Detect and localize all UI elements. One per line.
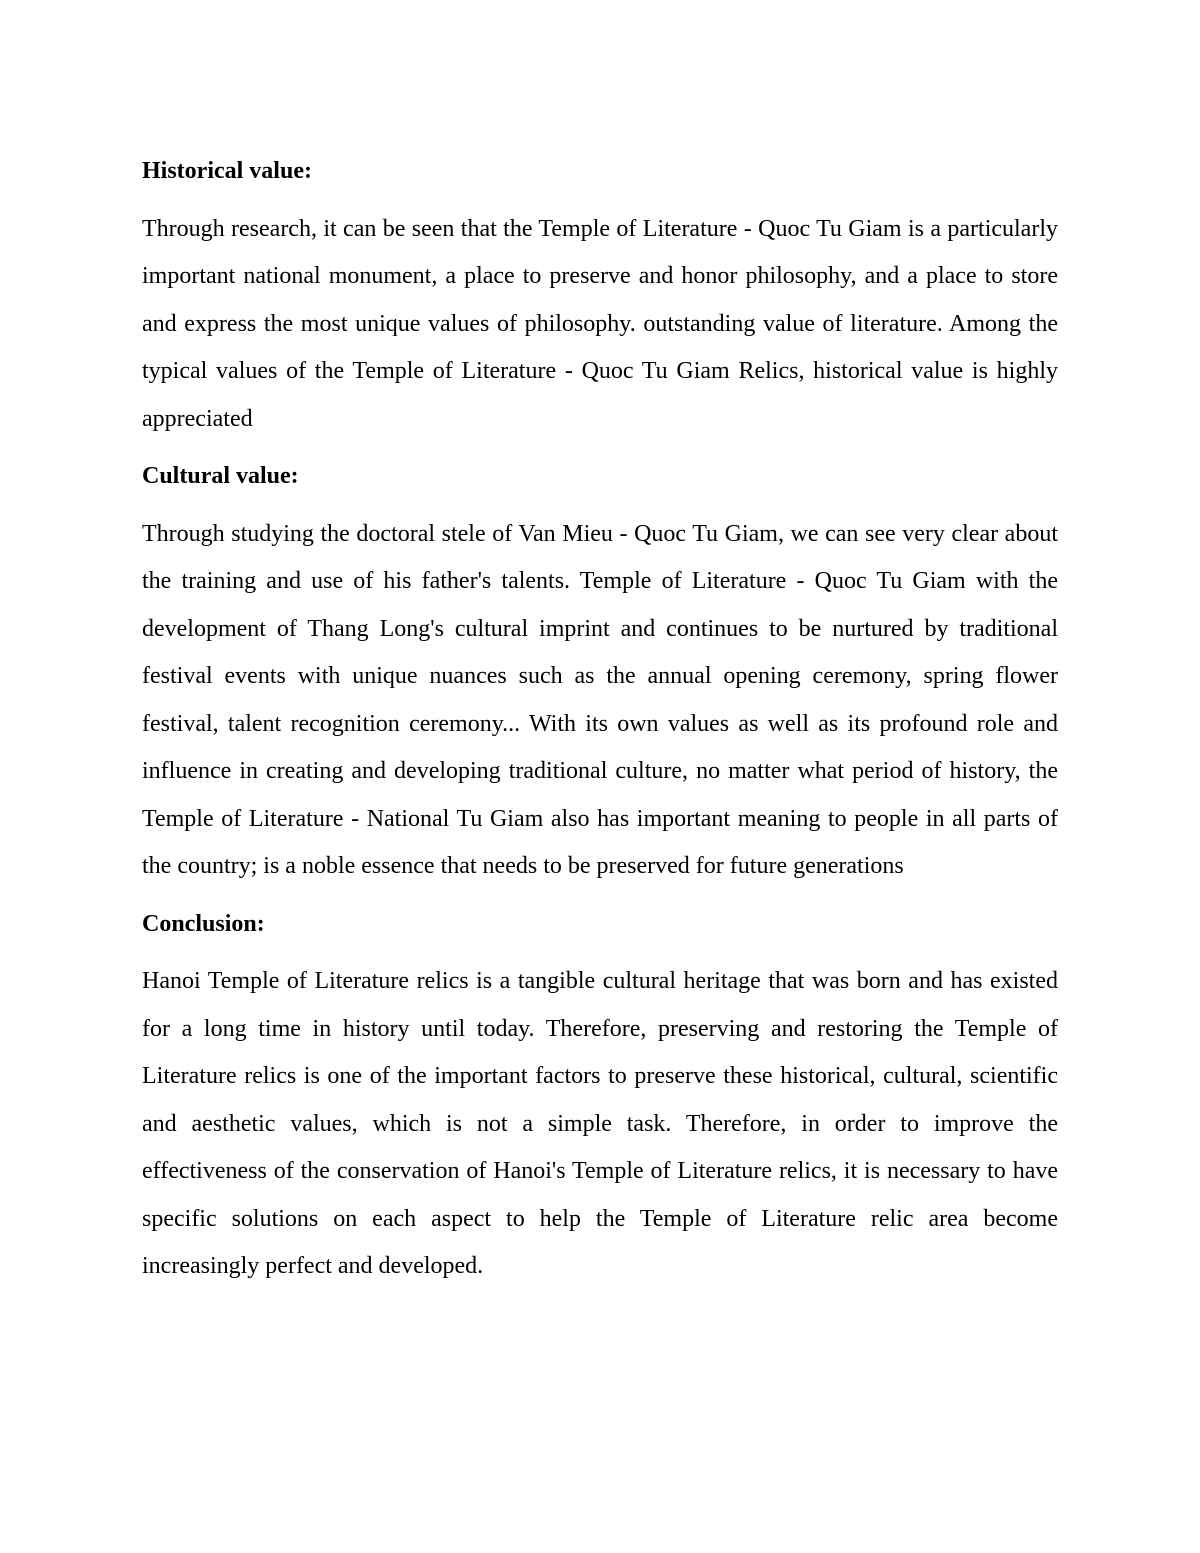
document-content bbox=[142, 148, 1058, 1301]
heading-cultural-value: Cultural value: bbox=[142, 463, 299, 489]
paragraph-historical-value: Through research, it can be seen that the Temple of Literature - Quoc Tu Giam is a particularly important national monument, a place to preserve and honor philosophy, and a place to store and express the most unique values of philosophy. outstanding value of literature. Among the typical values of the Temple of Literature - Quoc Tu Giam Relics, historical value is highly appreciated bbox=[142, 215, 1058, 432]
paragraph-cultural-value: Through studying the doctoral stele of Van Mieu - Quoc Tu Giam, we can see very clear about the training and use of his father's talents. Temple of Literature - Quoc Tu Giam with the development of Thang Long's cultural imprint and continues to be nurtured by traditional festival events with unique nuances such as the annual opening ceremony, spring flower festival, talent recognition ceremony... With its own values as well as its profound role and influence in creating and developing traditional culture, no matter what period of history, the Temple of Literature - National Tu Giam also has important meaning to people in all parts of the country; is a noble essence that needs to be preserved for future generations bbox=[142, 520, 1058, 879]
paragraph-conclusion: Hanoi Temple of Literature relics is a tangible cultural heritage that was born and has existed for a long time in history until today. Therefore, preserving and restoring the Temple of Literature relics is one of the important factors to preserve these historical, cultural, scientific and aesthetic values, which is not a simple task. Therefore, in order to improve the effectiveness of the conservation of Hanoi's Temple of Literature relics, it is necessary to have specific solutions on each aspect to help the Temple of Literature relic area become increasingly perfect and developed. bbox=[142, 968, 1058, 1279]
heading-conclusion: Conclusion: bbox=[142, 910, 265, 937]
heading-historical-value: Historical value: bbox=[142, 158, 312, 184]
